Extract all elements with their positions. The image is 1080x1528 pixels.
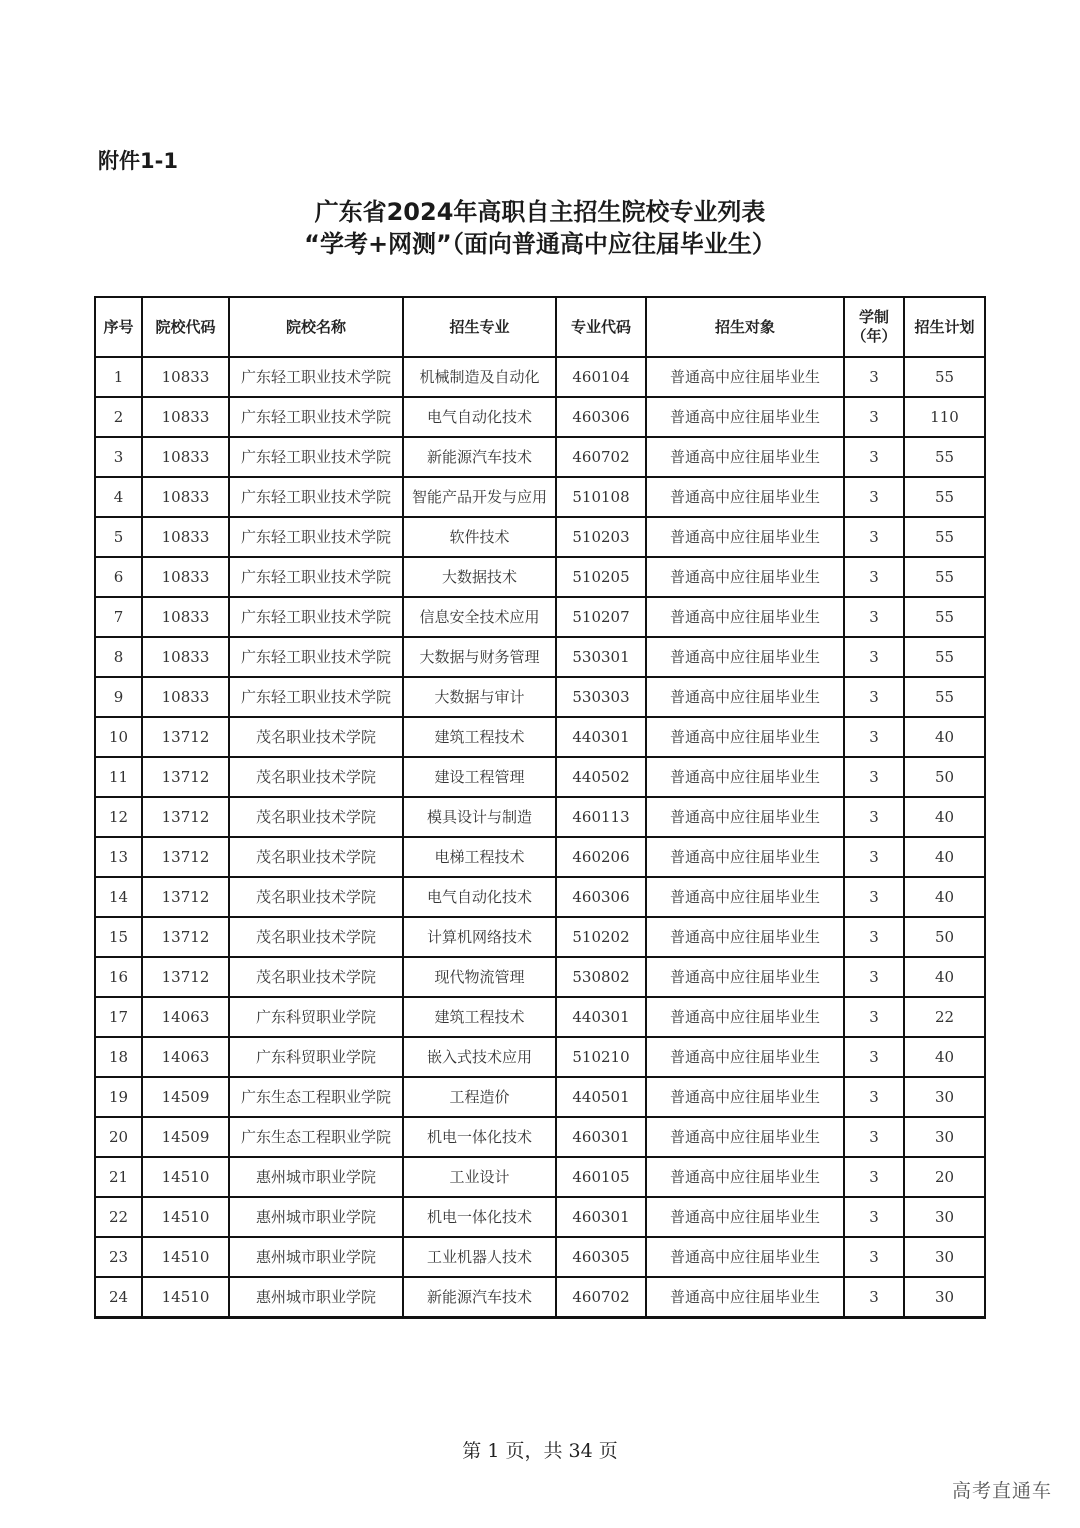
table-row xyxy=(95,597,985,637)
attachment-label: 附件1-1 xyxy=(98,149,178,173)
cell-target: 普通高中应往届毕业生 xyxy=(646,917,844,957)
cell-seq: 24 xyxy=(95,1277,142,1318)
cell-school-name: 广东轻工职业技术学院 xyxy=(229,637,403,677)
table-row xyxy=(95,557,985,597)
cell-major: 工业设计 xyxy=(403,1157,556,1197)
table-row xyxy=(95,637,985,677)
cell-major-code: 530301 xyxy=(556,637,646,677)
cell-major-code: 460206 xyxy=(556,837,646,877)
cell-years: 3 xyxy=(844,1197,904,1237)
cell-major: 大数据与审计 xyxy=(403,677,556,717)
cell-school-code: 13712 xyxy=(142,757,229,797)
cell-major: 工业机器人技术 xyxy=(403,1237,556,1277)
cell-school-code: 14509 xyxy=(142,1077,229,1117)
cell-school-name: 广东轻工职业技术学院 xyxy=(229,557,403,597)
cell-major: 电气自动化技术 xyxy=(403,877,556,917)
header-plan: 招生计划 xyxy=(904,297,985,357)
table-row xyxy=(95,1157,985,1197)
cell-major-code: 510202 xyxy=(556,917,646,957)
cell-major: 建设工程管理 xyxy=(403,757,556,797)
cell-school-code: 10833 xyxy=(142,477,229,517)
table-row xyxy=(95,797,985,837)
cell-years: 3 xyxy=(844,517,904,557)
header-seq: 序号 xyxy=(95,297,142,357)
cell-seq: 12 xyxy=(95,797,142,837)
cell-school-code: 10833 xyxy=(142,597,229,637)
cell-major-code: 440301 xyxy=(556,717,646,757)
cell-target: 普通高中应往届毕业生 xyxy=(646,1277,844,1318)
cell-major-code: 460104 xyxy=(556,357,646,397)
cell-major: 新能源汽车技术 xyxy=(403,437,556,477)
cell-school-code: 14063 xyxy=(142,997,229,1037)
table-row xyxy=(95,357,985,397)
header-years-line1: 学制 xyxy=(858,308,889,326)
cell-major: 软件技术 xyxy=(403,517,556,557)
table-row xyxy=(95,917,985,957)
cell-target: 普通高中应往届毕业生 xyxy=(646,1197,844,1237)
cell-school-code: 14510 xyxy=(142,1277,229,1318)
cell-years: 3 xyxy=(844,1117,904,1157)
cell-major-code: 460113 xyxy=(556,797,646,837)
cell-target: 普通高中应往届毕业生 xyxy=(646,1077,844,1117)
cell-years: 3 xyxy=(844,637,904,677)
table-row xyxy=(95,957,985,997)
cell-seq: 18 xyxy=(95,1037,142,1077)
page-number: 第 1 页，共 34 页 xyxy=(462,1440,618,1462)
cell-seq: 20 xyxy=(95,1117,142,1157)
cell-years: 3 xyxy=(844,1157,904,1197)
cell-target: 普通高中应往届毕业生 xyxy=(646,797,844,837)
cell-school-name: 广东轻工职业技术学院 xyxy=(229,517,403,557)
table-header-row xyxy=(95,297,985,357)
cell-major: 建筑工程技术 xyxy=(403,997,556,1037)
cell-target: 普通高中应往届毕业生 xyxy=(646,1037,844,1077)
cell-school-name: 茂名职业技术学院 xyxy=(229,917,403,957)
cell-plan: 22 xyxy=(904,997,985,1037)
cell-target: 普通高中应往届毕业生 xyxy=(646,477,844,517)
cell-target: 普通高中应往届毕业生 xyxy=(646,557,844,597)
table-row xyxy=(95,477,985,517)
cell-school-code: 10833 xyxy=(142,517,229,557)
cell-major-code: 510108 xyxy=(556,477,646,517)
cell-seq: 13 xyxy=(95,837,142,877)
cell-school-name: 茂名职业技术学院 xyxy=(229,837,403,877)
header-major: 招生专业 xyxy=(403,297,556,357)
cell-school-code: 10833 xyxy=(142,637,229,677)
cell-target: 普通高中应往届毕业生 xyxy=(646,357,844,397)
cell-years: 3 xyxy=(844,837,904,877)
cell-school-code: 10833 xyxy=(142,557,229,597)
cell-plan: 50 xyxy=(904,757,985,797)
cell-major: 大数据与财务管理 xyxy=(403,637,556,677)
table-row xyxy=(95,837,985,877)
cell-school-name: 广东生态工程职业学院 xyxy=(229,1117,403,1157)
cell-plan: 55 xyxy=(904,677,985,717)
cell-major-code: 510207 xyxy=(556,597,646,637)
cell-major: 智能产品开发与应用 xyxy=(403,477,556,517)
header-years xyxy=(844,297,904,357)
cell-years: 3 xyxy=(844,677,904,717)
cell-years: 3 xyxy=(844,1077,904,1117)
cell-school-code: 13712 xyxy=(142,957,229,997)
table-row xyxy=(95,1277,985,1318)
cell-target: 普通高中应往届毕业生 xyxy=(646,517,844,557)
cell-target: 普通高中应往届毕业生 xyxy=(646,1117,844,1157)
cell-major-code: 460305 xyxy=(556,1237,646,1277)
cell-seq: 1 xyxy=(95,357,142,397)
cell-years: 3 xyxy=(844,1277,904,1318)
cell-major: 建筑工程技术 xyxy=(403,717,556,757)
cell-years: 3 xyxy=(844,757,904,797)
cell-years: 3 xyxy=(844,437,904,477)
cell-seq: 11 xyxy=(95,757,142,797)
table-row xyxy=(95,1117,985,1157)
cell-major-code: 510210 xyxy=(556,1037,646,1077)
cell-plan: 30 xyxy=(904,1077,985,1117)
cell-major-code: 510205 xyxy=(556,557,646,597)
cell-seq: 15 xyxy=(95,917,142,957)
cell-major-code: 440501 xyxy=(556,1077,646,1117)
cell-school-code: 14510 xyxy=(142,1157,229,1197)
cell-years: 3 xyxy=(844,357,904,397)
cell-years: 3 xyxy=(844,557,904,597)
table-row xyxy=(95,517,985,557)
cell-years: 3 xyxy=(844,957,904,997)
header-major-code: 专业代码 xyxy=(556,297,646,357)
cell-seq: 7 xyxy=(95,597,142,637)
cell-seq: 21 xyxy=(95,1157,142,1197)
cell-major-code: 460702 xyxy=(556,437,646,477)
cell-target: 普通高中应往届毕业生 xyxy=(646,757,844,797)
cell-school-name: 广东轻工职业技术学院 xyxy=(229,477,403,517)
cell-school-code: 10833 xyxy=(142,677,229,717)
document-title xyxy=(0,196,1080,260)
cell-major: 模具设计与制造 xyxy=(403,797,556,837)
cell-years: 3 xyxy=(844,1237,904,1277)
cell-years: 3 xyxy=(844,917,904,957)
cell-school-code: 14509 xyxy=(142,1117,229,1157)
cell-seq: 16 xyxy=(95,957,142,997)
table-row xyxy=(95,1077,985,1117)
table-row xyxy=(95,1037,985,1077)
cell-years: 3 xyxy=(844,717,904,757)
cell-plan: 55 xyxy=(904,517,985,557)
cell-major: 信息安全技术应用 xyxy=(403,597,556,637)
cell-school-name: 惠州城市职业学院 xyxy=(229,1197,403,1237)
cell-major-code: 460105 xyxy=(556,1157,646,1197)
header-school-name: 院校名称 xyxy=(229,297,403,357)
cell-plan: 30 xyxy=(904,1117,985,1157)
enrollment-table-container xyxy=(94,296,986,1319)
cell-major-code: 440301 xyxy=(556,997,646,1037)
cell-school-name: 广东轻工职业技术学院 xyxy=(229,437,403,477)
cell-seq: 5 xyxy=(95,517,142,557)
cell-major: 大数据技术 xyxy=(403,557,556,597)
cell-target: 普通高中应往届毕业生 xyxy=(646,677,844,717)
cell-major-code: 530802 xyxy=(556,957,646,997)
cell-target: 普通高中应往届毕业生 xyxy=(646,1157,844,1197)
cell-plan: 55 xyxy=(904,357,985,397)
cell-school-name: 广东生态工程职业学院 xyxy=(229,1077,403,1117)
table-row xyxy=(95,1237,985,1277)
cell-years: 3 xyxy=(844,397,904,437)
cell-major-code: 460301 xyxy=(556,1197,646,1237)
cell-school-name: 广东轻工职业技术学院 xyxy=(229,677,403,717)
cell-major: 计算机网络技术 xyxy=(403,917,556,957)
watermark: 高考直通车 xyxy=(951,1480,1052,1502)
cell-major: 机电一体化技术 xyxy=(403,1117,556,1157)
cell-major: 电气自动化技术 xyxy=(403,397,556,437)
cell-plan: 30 xyxy=(904,1197,985,1237)
cell-plan: 40 xyxy=(904,797,985,837)
cell-school-code: 13712 xyxy=(142,877,229,917)
cell-plan: 40 xyxy=(904,717,985,757)
cell-major: 工程造价 xyxy=(403,1077,556,1117)
cell-seq: 4 xyxy=(95,477,142,517)
cell-school-code: 14510 xyxy=(142,1197,229,1237)
cell-plan: 110 xyxy=(904,397,985,437)
cell-target: 普通高中应往届毕业生 xyxy=(646,877,844,917)
cell-school-name: 惠州城市职业学院 xyxy=(229,1277,403,1318)
cell-target: 普通高中应往届毕业生 xyxy=(646,637,844,677)
cell-plan: 40 xyxy=(904,877,985,917)
enrollment-table xyxy=(94,296,986,1319)
cell-school-name: 惠州城市职业学院 xyxy=(229,1237,403,1277)
cell-school-name: 惠州城市职业学院 xyxy=(229,1157,403,1197)
cell-school-code: 13712 xyxy=(142,917,229,957)
cell-major: 新能源汽车技术 xyxy=(403,1277,556,1318)
table-row xyxy=(95,877,985,917)
cell-school-name: 广东轻工职业技术学院 xyxy=(229,397,403,437)
cell-school-name: 茂名职业技术学院 xyxy=(229,797,403,837)
cell-school-name: 广东轻工职业技术学院 xyxy=(229,357,403,397)
cell-years: 3 xyxy=(844,597,904,637)
cell-years: 3 xyxy=(844,877,904,917)
cell-major-code: 510203 xyxy=(556,517,646,557)
cell-major: 电梯工程技术 xyxy=(403,837,556,877)
cell-school-code: 13712 xyxy=(142,717,229,757)
cell-major-code: 530303 xyxy=(556,677,646,717)
cell-major: 机电一体化技术 xyxy=(403,1197,556,1237)
cell-plan: 50 xyxy=(904,917,985,957)
cell-seq: 14 xyxy=(95,877,142,917)
cell-seq: 2 xyxy=(95,397,142,437)
cell-major-code: 460306 xyxy=(556,877,646,917)
cell-school-name: 茂名职业技术学院 xyxy=(229,877,403,917)
cell-plan: 55 xyxy=(904,637,985,677)
cell-school-name: 茂名职业技术学院 xyxy=(229,717,403,757)
title-line-1: 广东省2024年高职自主招生院校专业列表 xyxy=(314,198,766,226)
cell-school-code: 10833 xyxy=(142,357,229,397)
cell-plan: 30 xyxy=(904,1277,985,1318)
cell-target: 普通高中应往届毕业生 xyxy=(646,957,844,997)
cell-years: 3 xyxy=(844,997,904,1037)
cell-target: 普通高中应往届毕业生 xyxy=(646,597,844,637)
cell-school-name: 广东轻工职业技术学院 xyxy=(229,597,403,637)
cell-seq: 9 xyxy=(95,677,142,717)
table-row xyxy=(95,997,985,1037)
cell-plan: 30 xyxy=(904,1237,985,1277)
cell-target: 普通高中应往届毕业生 xyxy=(646,1237,844,1277)
cell-major: 机械制造及自动化 xyxy=(403,357,556,397)
cell-school-code: 14510 xyxy=(142,1237,229,1277)
cell-plan: 55 xyxy=(904,477,985,517)
cell-major-code: 460306 xyxy=(556,397,646,437)
cell-plan: 20 xyxy=(904,1157,985,1197)
cell-plan: 40 xyxy=(904,837,985,877)
cell-plan: 55 xyxy=(904,437,985,477)
cell-target: 普通高中应往届毕业生 xyxy=(646,837,844,877)
table-body xyxy=(95,357,985,1318)
table-row xyxy=(95,757,985,797)
cell-years: 3 xyxy=(844,797,904,837)
cell-plan: 40 xyxy=(904,1037,985,1077)
header-school-code: 院校代码 xyxy=(142,297,229,357)
table-row xyxy=(95,437,985,477)
cell-major-code: 460702 xyxy=(556,1277,646,1318)
cell-major: 嵌入式技术应用 xyxy=(403,1037,556,1077)
cell-target: 普通高中应往届毕业生 xyxy=(646,717,844,757)
title-line-2: “学考+网测”（面向普通高中应往届毕业生） xyxy=(304,230,776,258)
cell-school-code: 13712 xyxy=(142,797,229,837)
cell-seq: 22 xyxy=(95,1197,142,1237)
cell-school-name: 广东科贸职业学院 xyxy=(229,1037,403,1077)
table-row xyxy=(95,677,985,717)
cell-seq: 23 xyxy=(95,1237,142,1277)
header-target: 招生对象 xyxy=(646,297,844,357)
cell-years: 3 xyxy=(844,1037,904,1077)
cell-seq: 17 xyxy=(95,997,142,1037)
cell-years: 3 xyxy=(844,477,904,517)
cell-seq: 8 xyxy=(95,637,142,677)
cell-target: 普通高中应往届毕业生 xyxy=(646,997,844,1037)
cell-major-code: 440502 xyxy=(556,757,646,797)
cell-school-name: 茂名职业技术学院 xyxy=(229,957,403,997)
cell-seq: 10 xyxy=(95,717,142,757)
cell-seq: 19 xyxy=(95,1077,142,1117)
cell-school-code: 10833 xyxy=(142,397,229,437)
header-years-line2: （年） xyxy=(851,327,897,345)
cell-plan: 55 xyxy=(904,597,985,637)
cell-target: 普通高中应往届毕业生 xyxy=(646,437,844,477)
cell-seq: 6 xyxy=(95,557,142,597)
cell-school-code: 10833 xyxy=(142,437,229,477)
cell-major-code: 460301 xyxy=(556,1117,646,1157)
cell-plan: 40 xyxy=(904,957,985,997)
table-row xyxy=(95,397,985,437)
cell-plan: 55 xyxy=(904,557,985,597)
cell-seq: 3 xyxy=(95,437,142,477)
cell-school-code: 14063 xyxy=(142,1037,229,1077)
cell-school-name: 广东科贸职业学院 xyxy=(229,997,403,1037)
cell-school-name: 茂名职业技术学院 xyxy=(229,757,403,797)
table-row xyxy=(95,717,985,757)
cell-target: 普通高中应往届毕业生 xyxy=(646,397,844,437)
cell-major: 现代物流管理 xyxy=(403,957,556,997)
table-row xyxy=(95,1197,985,1237)
cell-school-code: 13712 xyxy=(142,837,229,877)
